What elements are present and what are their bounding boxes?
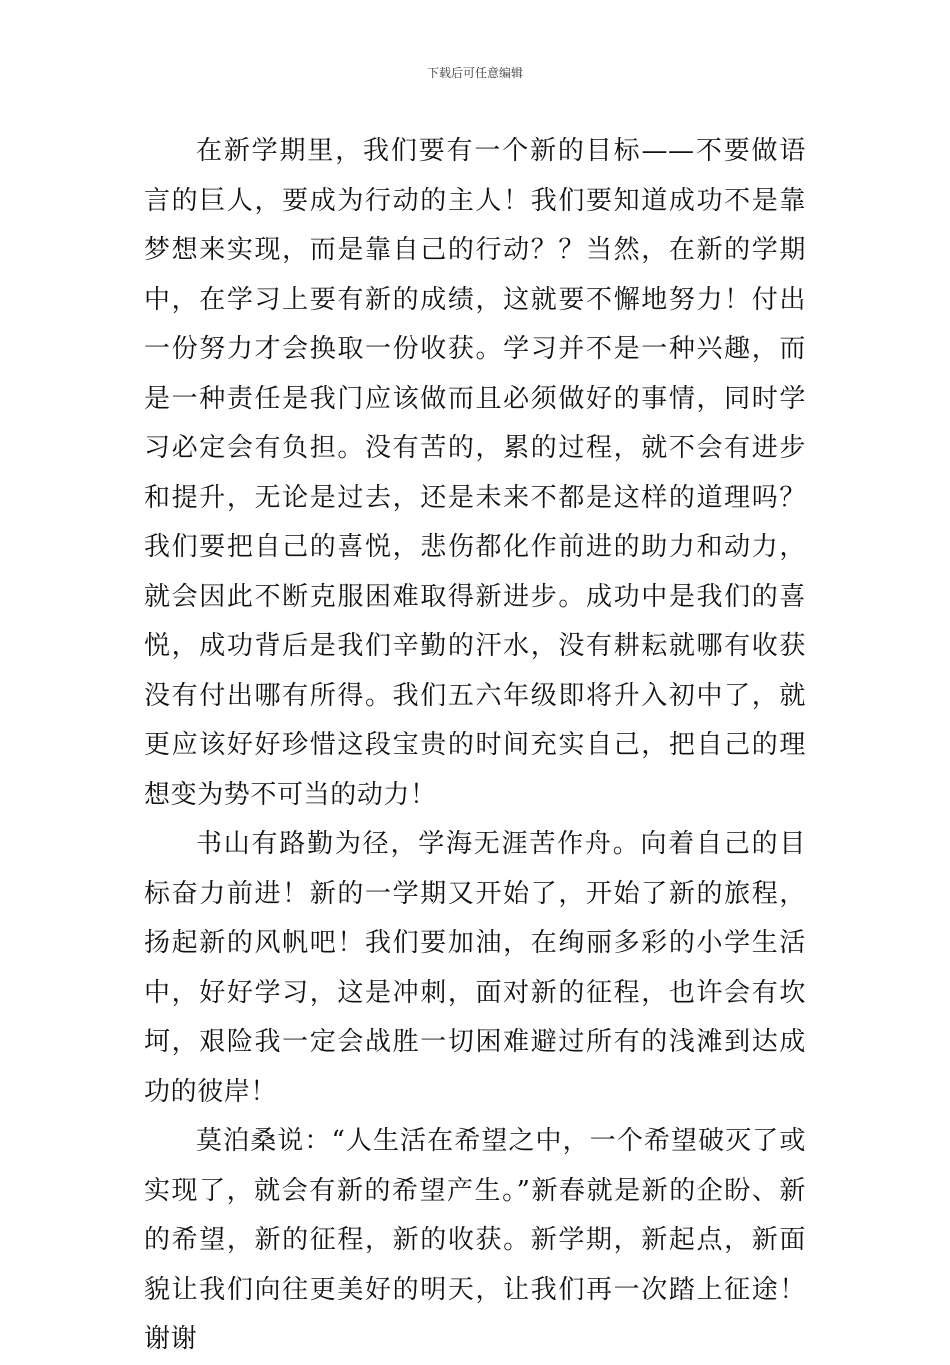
paragraph-1: 在新学期里，我们要有一个新的目标——不要做语言的巨人，要成为行动的主人！我们要知道成功不是靠梦想来实现，而是靠自己的行动？？当然，在新的学期中，在学习上要有新的成绩，这就要不懈地努力！付出一份努力才会换取一份收获。学习并不是一种兴趣，而是一种责任是我门应该做而且必须做好的事情，同时学习必定会有负担。没有苦的，累的过程，就不会有进步和提升，无论是过去，还是未来不都是这样的道理吗？我们要把自己的喜悦，悲伤都化作前进的助力和动力，就会因此不断克服困难取得新进步。成功中是我们的喜悦，成功背后是我们辛勤的汗水，没有耕耘就哪有收获没有付出哪有所得。我们五六年级即将升入初中了，就更应该好好珍惜这段宝贵的时间充实自己，把自己的理想变为势不可当的动力！ — [144, 136, 806, 810]
page-header-note: 下载后可任意编辑 — [426, 66, 523, 80]
paragraph-2: 书山有路勤为径，学海无涯苦作舟。向着自己的目标奋力前进！新的一学期又开始了，开始了新的旅程，扬起新的风帆吧！我们要加油，在绚丽多彩的小学生活中，好好学习，这是冲刺，面对新的征程，也许会有坎坷，艰险我一定会战胜一切困难避过所有的浅滩到达成功的彼岸！ — [144, 829, 806, 1107]
document-body — [144, 127, 806, 1365]
paragraph-3: 莫泊桑说：“人生活在希望之中，一个希望破灭了或实现了，就会有新的希望产生。”新春就是新的企盼、新的希望，新的征程，新的收获。新学期，新起点，新面貌让我们向往更美好的明天，让我们再一次踏上征途！谢谢 — [144, 1126, 806, 1354]
